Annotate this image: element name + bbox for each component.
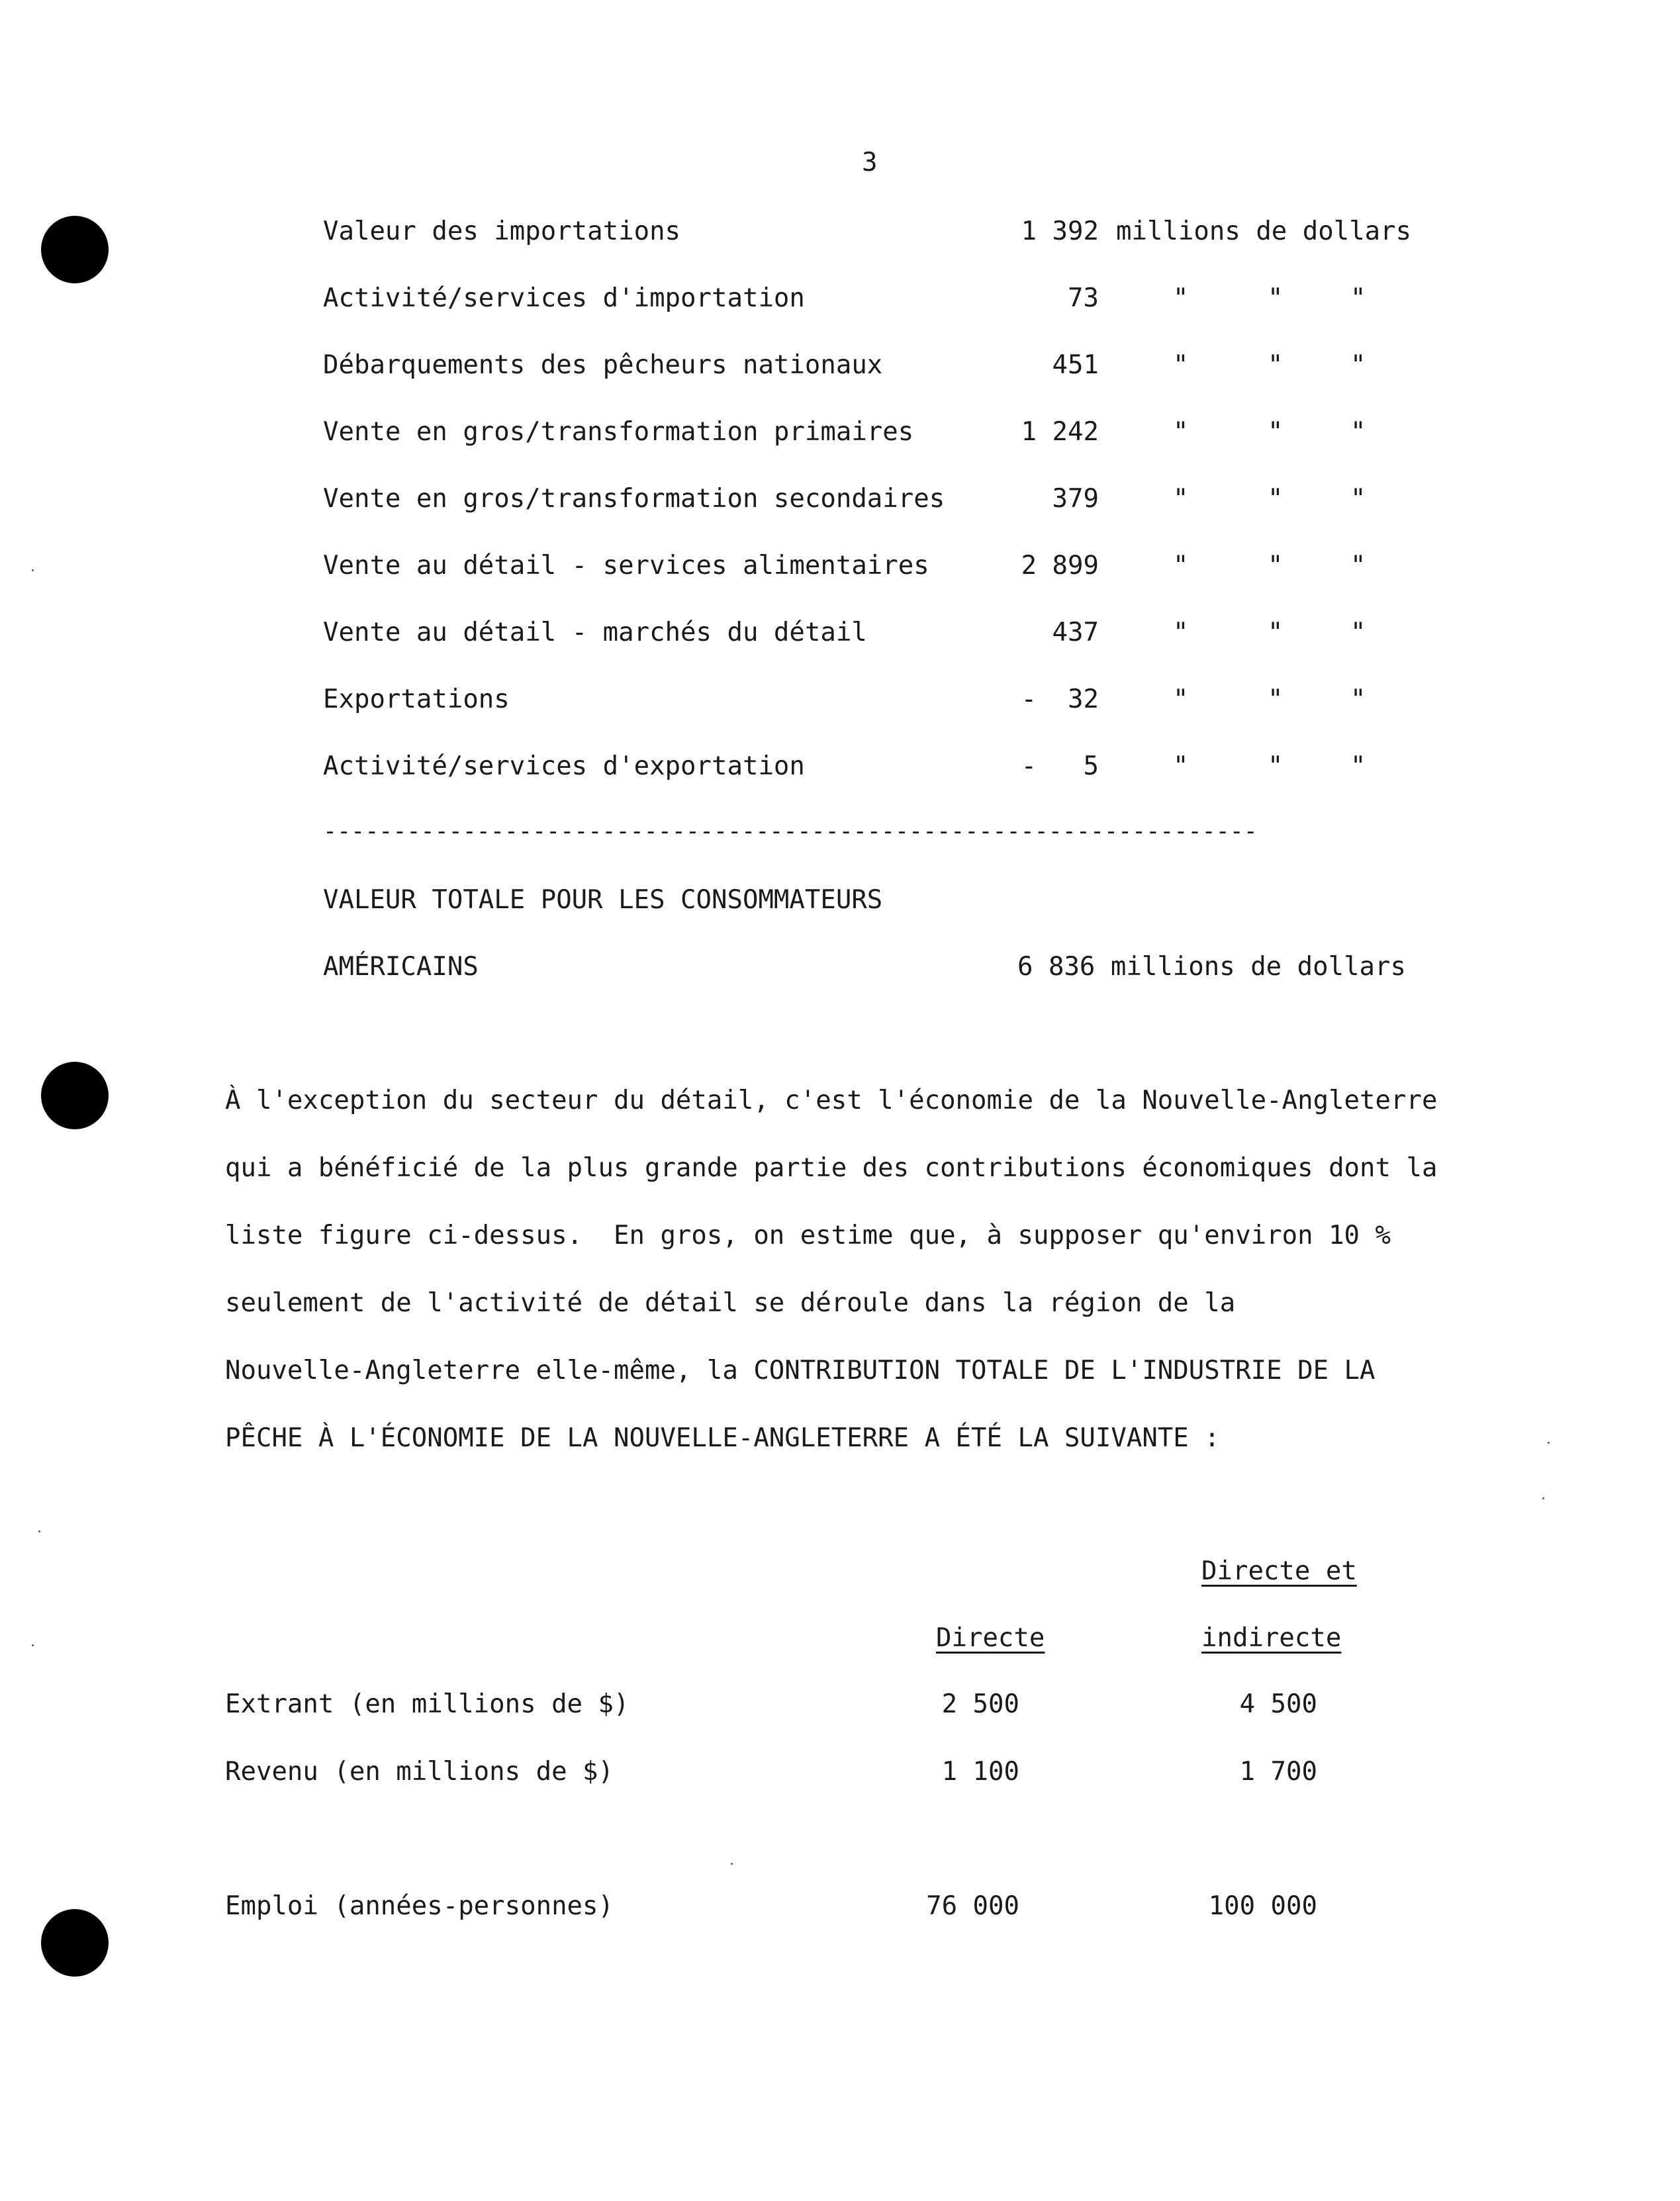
paragraph-line: seulement de l'activité de détail se déroule dans la région de la [225,1288,1236,1318]
ditto-mark: " [1350,618,1366,647]
punch-hole-top [41,216,109,283]
ditto-mark: " [1268,283,1283,313]
total-label-line2: AMÉRICAINS [323,952,479,982]
scan-speck [1548,1442,1550,1444]
punch-hole-middle [41,1062,109,1129]
total-label-line1: VALEUR TOTALE POUR LES CONSOMMATEURS [323,885,883,915]
row-value: 2 899 [1021,551,1099,581]
scan-speck [1542,1497,1544,1499]
dashed-separator: ------------------------------------------------------------------- [323,818,1258,845]
ditto-mark: " [1173,618,1189,647]
row-value: 1 392 [1021,216,1099,246]
row-direct-value: 76 000 [926,1891,1019,1921]
ditto-mark: " [1350,417,1366,447]
row-unit: millions de dollars [1116,216,1412,246]
ditto-mark: " [1268,618,1283,647]
row-label: Vente au détail - marchés du détail [323,618,867,647]
row-label: Vente en gros/transformation secondaires [323,484,945,514]
row-label: Exportations [323,684,510,714]
scan-speck [731,1863,733,1865]
ditto-mark: " [1268,484,1283,514]
row-label: Valeur des importations [323,216,681,246]
ditto-mark: " [1350,283,1366,313]
scan-speck [32,1644,34,1646]
ditto-mark: " [1173,551,1189,581]
row-value: 1 242 [1021,417,1099,447]
row-value: 73 [1068,283,1099,313]
paragraph-line: PÊCHE À L'ÉCONOMIE DE LA NOUVELLE-ANGLETERRE A ÉTÉ LA SUIVANTE : [225,1423,1220,1453]
paragraph-line: qui a bénéficié de la plus grande partie des contributions économiques dont la [225,1153,1438,1183]
ditto-mark: " [1350,551,1366,581]
scan-speck [32,569,34,571]
row-total-value: 1 700 [1239,1757,1317,1787]
ditto-mark: " [1173,484,1189,514]
row-label: Vente au détail - services alimentaires [323,551,929,581]
page-number: 3 [862,148,878,177]
row-total-value: 4 500 [1239,1689,1317,1719]
row-label: Revenu (en millions de $) [225,1757,614,1787]
ditto-mark: " [1350,350,1366,380]
ditto-mark: " [1350,751,1366,781]
paragraph-line: À l'exception du secteur du détail, c'est l'économie de la Nouvelle-Angleterre [225,1086,1438,1115]
column-header-total-line1: Directe et [1201,1556,1357,1586]
ditto-mark: " [1268,751,1283,781]
row-label: Emploi (années-personnes) [225,1891,614,1921]
row-label: Activité/services d'importation [323,283,805,313]
ditto-mark: " [1173,684,1189,714]
ditto-mark: " [1173,751,1189,781]
row-label: Activité/services d'exportation [323,751,805,781]
row-label: Débarquements des pêcheurs nationaux [323,350,883,380]
row-value: 437 [1052,618,1099,647]
column-header-direct: Directe [936,1623,1045,1653]
row-label: Vente en gros/transformation primaires [323,417,914,447]
row-direct-value: 1 100 [941,1757,1019,1787]
ditto-mark: " [1350,484,1366,514]
paragraph-line: liste figure ci-dessus. En gros, on estime que, à supposer qu'environ 10 % [225,1221,1391,1250]
punch-hole-bottom [41,1909,109,1977]
row-direct-value: 2 500 [941,1689,1019,1719]
total-value: 6 836 millions de dollars [1017,952,1406,982]
scan-speck [38,1530,40,1532]
row-total-value: 100 000 [1208,1891,1317,1921]
ditto-mark: " [1173,283,1189,313]
ditto-mark: " [1268,417,1283,447]
ditto-mark: " [1268,551,1283,581]
row-value: - 32 [1021,684,1099,714]
column-header-total-line2: indirecte [1201,1623,1342,1653]
ditto-mark: " [1173,417,1189,447]
row-value: 379 [1052,484,1099,514]
row-value: 451 [1052,350,1099,380]
paragraph-line: Nouvelle-Angleterre elle-même, la CONTRIBUTION TOTALE DE L'INDUSTRIE DE LA [225,1356,1376,1385]
ditto-mark: " [1173,350,1189,380]
row-value: - 5 [1021,751,1099,781]
ditto-mark: " [1268,684,1283,714]
ditto-mark: " [1350,684,1366,714]
ditto-mark: " [1268,350,1283,380]
row-label: Extrant (en millions de $) [225,1689,630,1719]
